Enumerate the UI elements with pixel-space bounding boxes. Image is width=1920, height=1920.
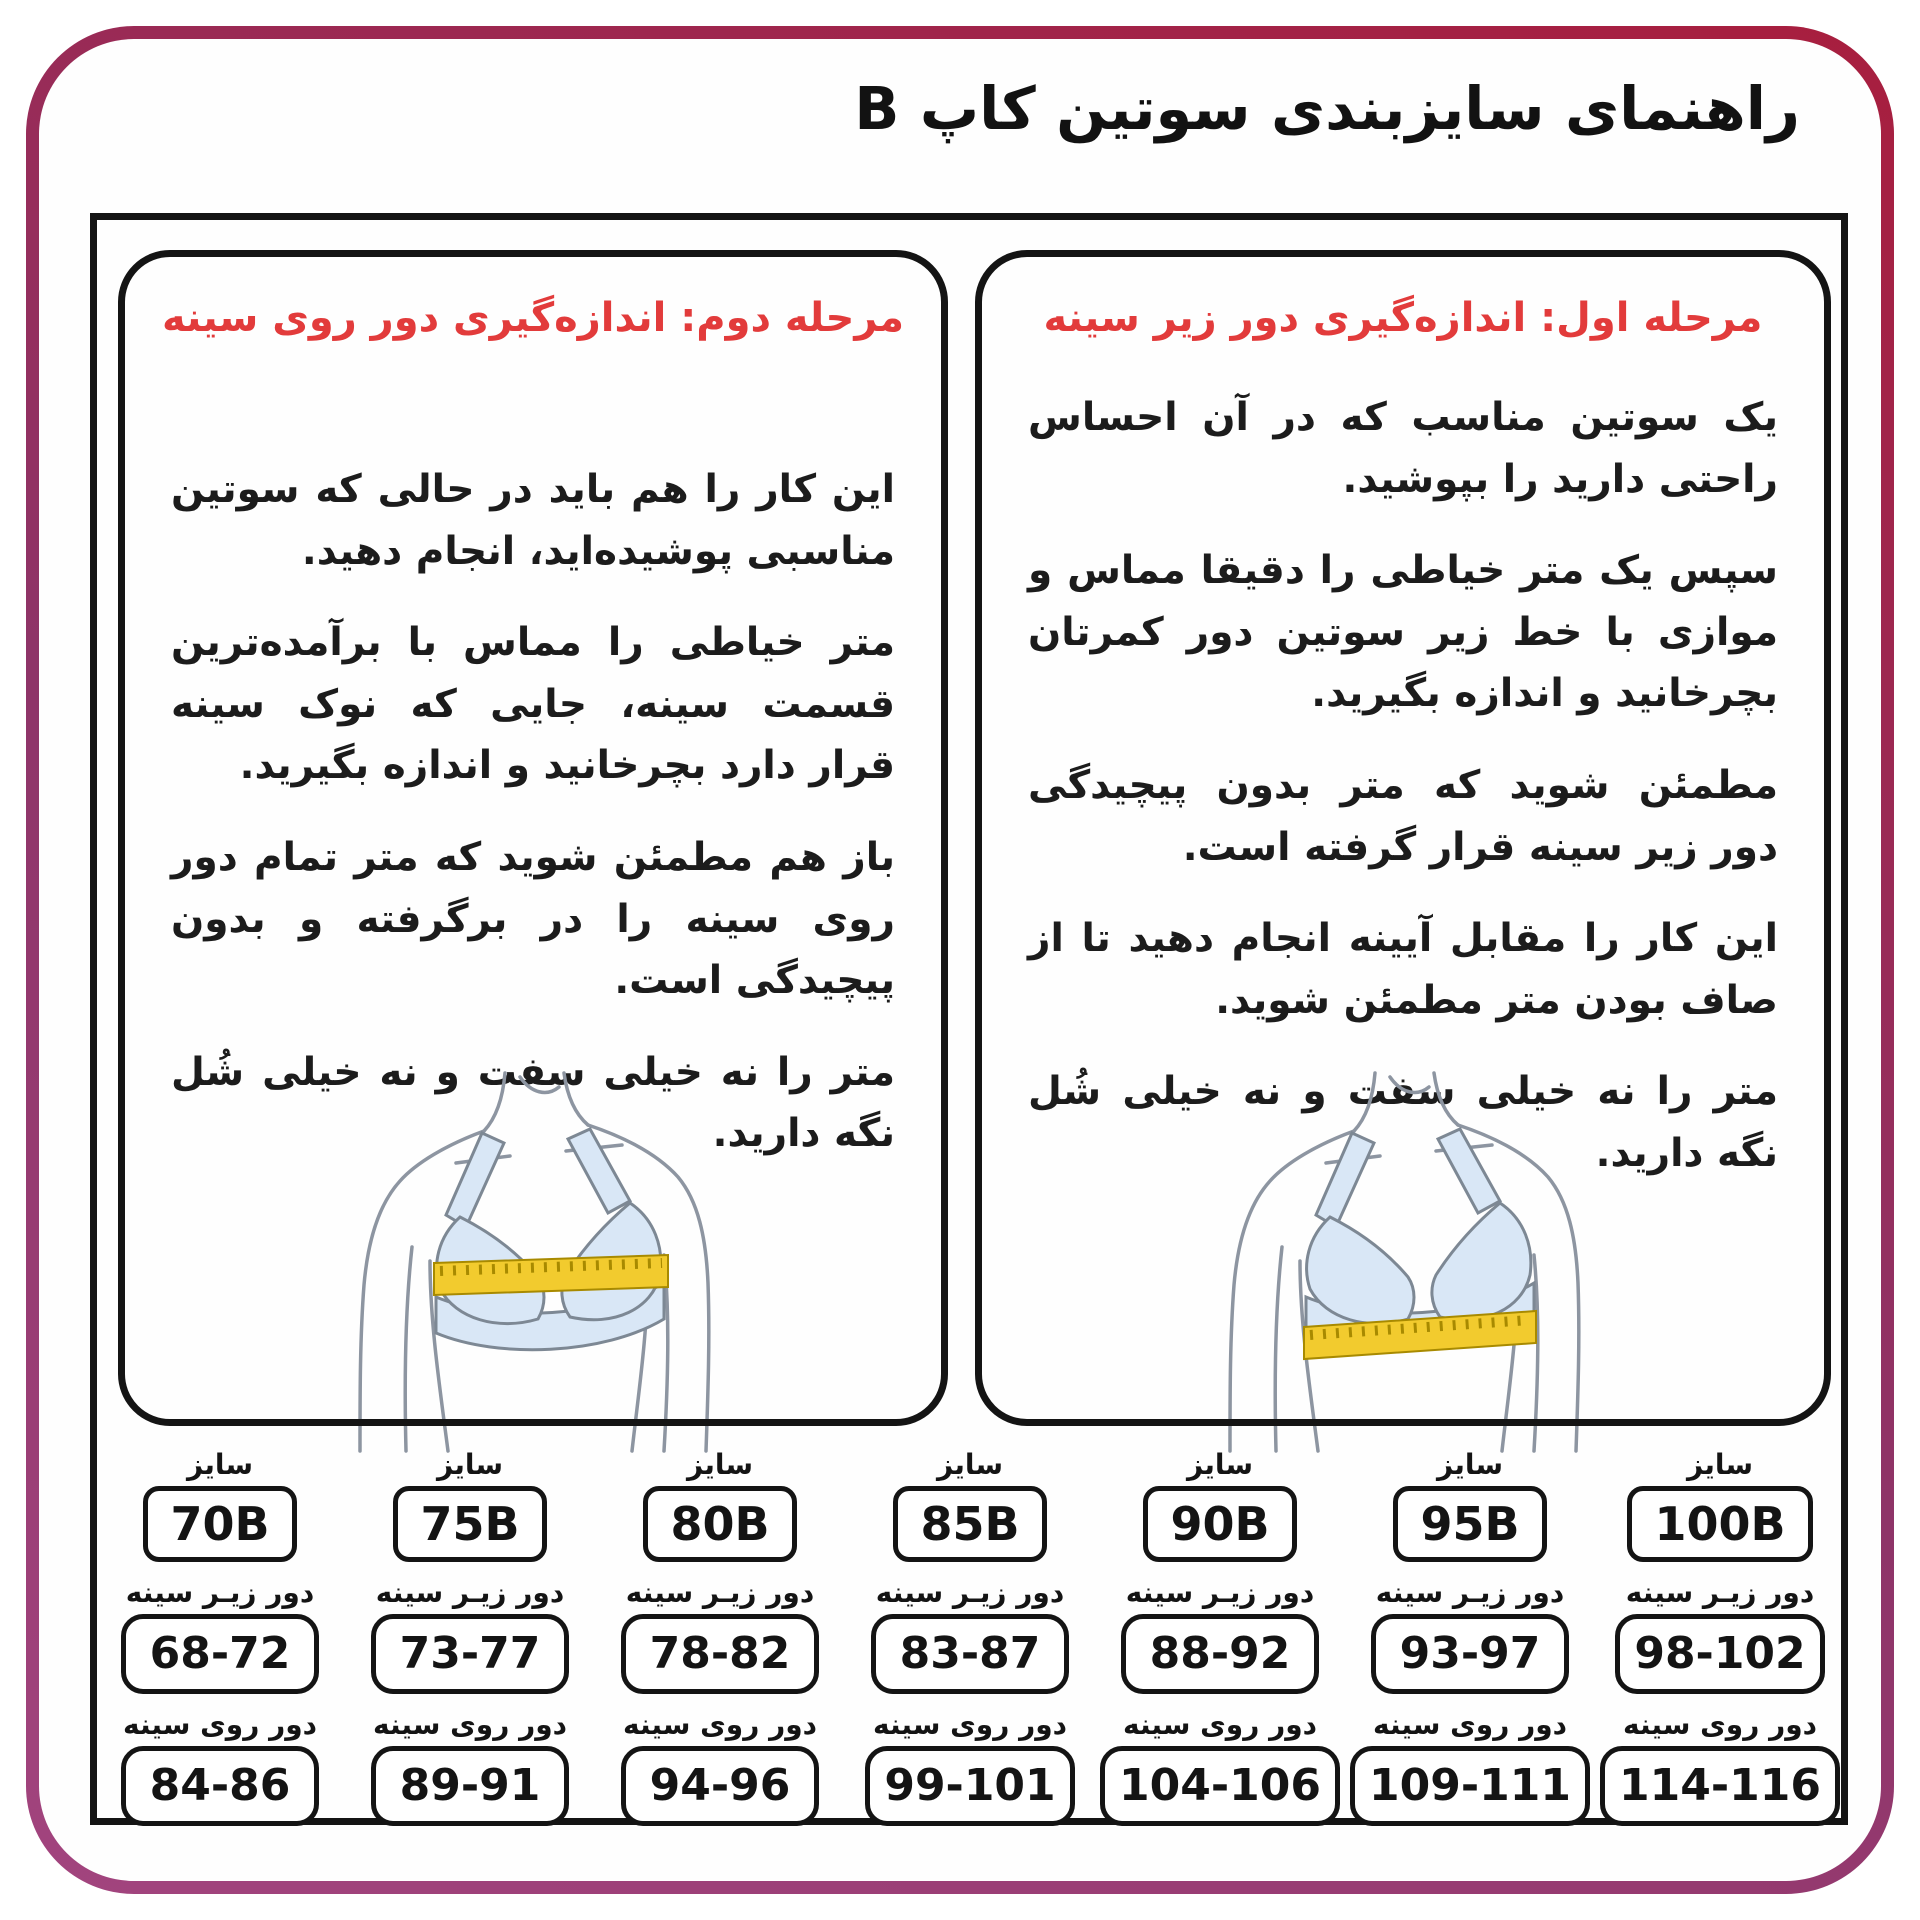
step2-paragraph: باز هم مطمئن شوید که متر تمام دور روی سینه را در برگرفته و بدون پیچیدگی است. xyxy=(171,835,895,1004)
measuring-tape-icon xyxy=(434,1255,668,1295)
size-column-70b xyxy=(100,1448,340,1826)
size-label: سایز xyxy=(187,1448,253,1481)
underbust-label: دور زیـر سینه xyxy=(375,1576,565,1609)
step1-panel xyxy=(975,250,1831,1426)
step2-paragraph: متر را نه خیلی سفت و نه خیلی شُل نگه دارید. xyxy=(171,1049,895,1157)
size-label: سایز xyxy=(1437,1448,1503,1481)
step1-paragraph: متر را نه خیلی سفت و نه خیلی شُل نگه دارید. xyxy=(1028,1069,1778,1177)
overbust-label: دور روی سینه xyxy=(123,1708,317,1741)
size-label: سایز xyxy=(937,1448,1003,1481)
overbust-value: 89-91 xyxy=(371,1746,569,1826)
underbust-value: 98-102 xyxy=(1615,1614,1824,1694)
underbust-label: دور زیـر سینه xyxy=(1625,1576,1815,1609)
size-label: سایز xyxy=(1687,1448,1753,1481)
size-column-95b xyxy=(1350,1448,1590,1826)
underbust-label: دور زیـر سینه xyxy=(625,1576,815,1609)
underbust-value: 88-92 xyxy=(1121,1614,1319,1694)
underbust-label: دور زیـر سینه xyxy=(1375,1576,1565,1609)
size-value: 70B xyxy=(143,1486,296,1562)
step1-paragraph: مطمئن شوید که متر بدون پیچیدگی دور زیر سینه قرار گرفته است. xyxy=(1028,763,1778,870)
underbust-measurement-illustration xyxy=(1178,1071,1628,1451)
overbust-value: 99-101 xyxy=(865,1746,1074,1826)
panel-border-overlay xyxy=(308,1419,758,1426)
size-column-80b xyxy=(600,1448,840,1826)
overbust-label: دور روی سینه xyxy=(1373,1708,1567,1741)
bra-illustration xyxy=(436,1129,664,1350)
size-value: 95B xyxy=(1393,1486,1546,1562)
size-label: سایز xyxy=(687,1448,753,1481)
step2-panel xyxy=(118,250,948,1426)
size-label: سایز xyxy=(437,1448,503,1481)
overbust-value: 109-111 xyxy=(1350,1746,1590,1826)
overbust-label: دور روی سینه xyxy=(1623,1708,1817,1741)
underbust-value: 93-97 xyxy=(1371,1614,1569,1694)
size-column-85b xyxy=(850,1448,1090,1826)
underbust-label: دور زیـر سینه xyxy=(1125,1576,1315,1609)
step2-paragraph: این کار را هم باید در حالی که سوتین مناسبی پوشیده‌اید، انجام دهید. xyxy=(171,467,895,574)
size-value: 80B xyxy=(643,1486,796,1562)
step1-heading: مرحله اول: اندازه‌گیری دور زیر سینه xyxy=(1043,295,1763,341)
size-column-100b xyxy=(1600,1448,1840,1826)
underbust-label: دور زیـر سینه xyxy=(125,1576,315,1609)
step1-paragraph: این کار را مقابل آیینه انجام دهید تا از صاف بودن متر مطمئن شوید. xyxy=(1028,916,1778,1023)
overbust-measurement-illustration xyxy=(308,1071,758,1451)
overbust-value: 84-86 xyxy=(121,1746,319,1826)
overbust-value: 104-106 xyxy=(1100,1746,1340,1826)
underbust-value: 78-82 xyxy=(621,1614,819,1694)
panel-border-overlay xyxy=(1178,1419,1628,1426)
size-value: 90B xyxy=(1143,1486,1296,1562)
size-column-75b xyxy=(350,1448,590,1826)
step1-paragraph: یک سوتین مناسب که در آن احساس راحتی دارید را بپوشید. xyxy=(1028,395,1778,502)
size-label: سایز xyxy=(1187,1448,1253,1481)
underbust-value: 68-72 xyxy=(121,1614,319,1694)
step1-paragraph: سپس یک متر خیاطی را دقیقا مماس و موازی با خط زیر سوتین دور کمرتان بچرخانید و اندازه بگیرید. xyxy=(1028,548,1778,717)
underbust-label: دور زیـر سینه xyxy=(875,1576,1065,1609)
overbust-label: دور روی سینه xyxy=(373,1708,567,1741)
overbust-label: دور روی سینه xyxy=(623,1708,817,1741)
size-table xyxy=(100,1448,1840,1826)
size-column-90b xyxy=(1100,1448,1340,1826)
overbust-value: 114-116 xyxy=(1600,1746,1840,1826)
page-title: راهنمای سایزبندی سوتین کاپ B xyxy=(854,74,1800,143)
underbust-value: 73-77 xyxy=(371,1614,569,1694)
size-value: 75B xyxy=(393,1486,546,1562)
overbust-label: دور روی سینه xyxy=(873,1708,1067,1741)
size-value: 100B xyxy=(1627,1486,1812,1562)
step2-heading: مرحله دوم: اندازه‌گیری دور روی سینه xyxy=(162,295,904,341)
overbust-label: دور روی سینه xyxy=(1123,1708,1317,1741)
size-value: 85B xyxy=(893,1486,1046,1562)
underbust-value: 83-87 xyxy=(871,1614,1069,1694)
overbust-value: 94-96 xyxy=(621,1746,819,1826)
step2-paragraph: متر خیاطی را مماس با برآمده‌ترین قسمت سینه، جایی که نوک سینه قرار دارد بچرخانید و اندازه بگیرید. xyxy=(171,620,895,789)
